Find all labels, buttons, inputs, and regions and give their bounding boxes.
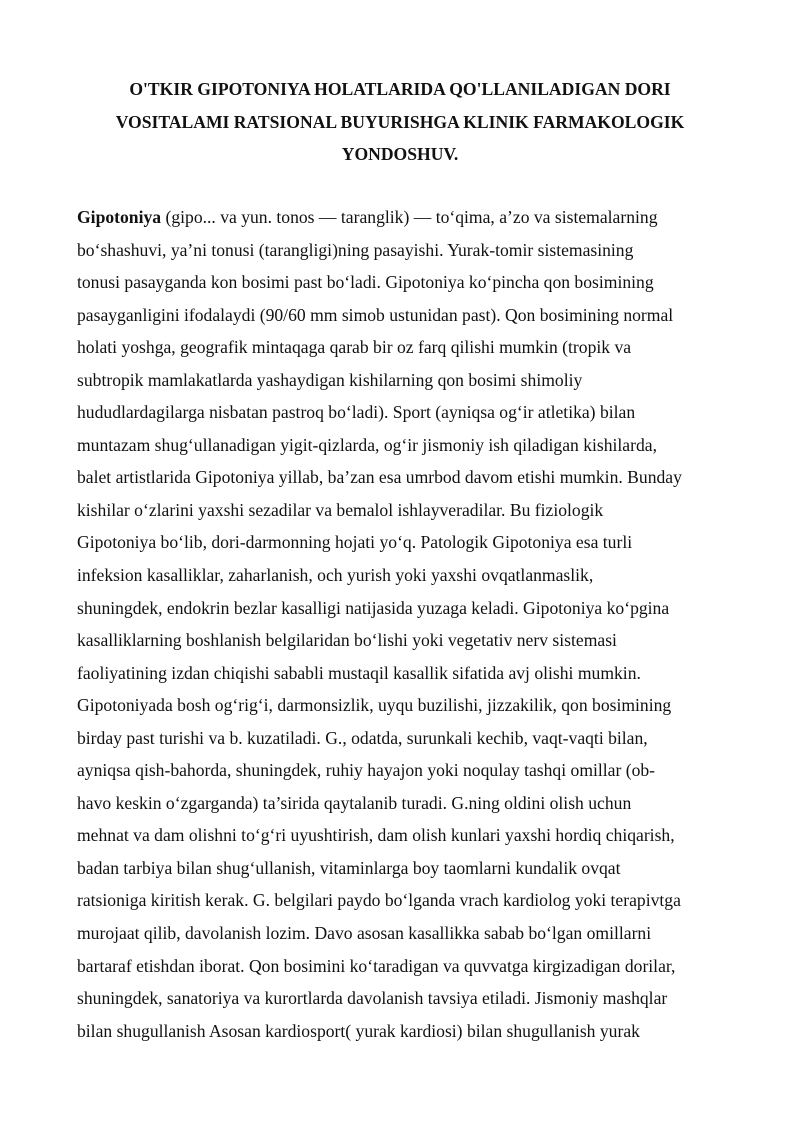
paragraph-line: birday past turishi va b. kuzatiladi. G., odatda, surunkali kechib, vaqt-vaqti bilan, (77, 727, 648, 748)
paragraph-line: tonusi pasayganda kon bosimi past bo‘ladi. Gipotoniya ko‘pincha qon bosimining (77, 272, 654, 293)
paragraph-line: mehnat va dam olishni to‘g‘ri uyushtirish, dam olish kunlari yaxshi hordiq chiqarish, (77, 825, 675, 846)
paragraph-line: murojaat qilib, davolanish lozim. Davo asosan kasallikka sabab bo‘lgan omillarni (77, 923, 652, 944)
paragraph-line: kishilar o‘zlarini yaxshi sezadilar va bemalol ishlayveradilar. Bu fiziologik (77, 499, 604, 520)
paragraph-line: muntazam shug‘ullanadigan yigit-qizlarda, og‘ir jismoniy ish qiladigan kishilarda, (77, 434, 657, 455)
lead-term: Gipotoniya (77, 207, 162, 227)
body-paragraph (77, 201, 727, 1047)
paragraph-line: holati yoshga, geografik mintaqaga qarab bir oz farq qilishi mumkin (tropik va (77, 337, 632, 358)
paragraph-line: kasalliklarning boshlanish belgilaridan bo‘lishi yoki vegetativ nerv sistemasi (77, 630, 617, 651)
paragraph-line: ayniqsa qish-bahorda, shuningdek, ruhiy hayajon yoki noqulay tashqi omillar (ob- (77, 760, 656, 781)
paragraph-line: bilan shugullanish Asosan kardiosport( yurak kardiosi) bilan shugullanish yurak (77, 1020, 640, 1041)
paragraph-line: pasayganligini ifodalaydi (90/60 mm simob ustunidan past). Qon bosimining normal (77, 304, 674, 325)
first-line-rest: (gipo... va yun. tonos — taranglik) — to‘qima, a’zo va sistemalarning (161, 207, 658, 227)
paragraph-line: hududlardagilarga nisbatan pastroq bo‘ladi). Sport (ayniqsa og‘ir atletika) bilan (77, 402, 636, 423)
paragraph-line: infeksion kasalliklar, zaharlanish, och yurish yoki yaxshi ovqatlanmaslik, (77, 565, 594, 586)
paragraph-line: shuningdek, endokrin bezlar kasalligi natijasida yuzaga keladi. Gipotoniya ko‘pgina (77, 597, 670, 618)
paragraph-line: balet artistlarida Gipotoniya yillab, ba’zan esa umrbod davom etishi mumkin. Bunday (77, 467, 682, 488)
paragraph-line: badan tarbiya bilan shug‘ullanish, vitaminlarga boy taomlarni kundalik ovqat (77, 857, 621, 878)
title-line-2: VOSITALAMI RATSIONAL BUYURISHGA KLINIK FARMAKOLOGIK (115, 111, 685, 132)
paragraph-line: subtropik mamlakatlarda yashaydigan kishilarning qon bosimi shimoliy (77, 369, 583, 390)
paragraph-line: ratsioniga kiritish kerak. G. belgilari paydo bo‘lganda vrach kardiolog yoki terapivtga (77, 890, 681, 911)
title-line-1: O'TKIR GIPOTONIYA HOLATLARIDA QO'LLANILADIGAN DORI (129, 79, 671, 99)
paragraph-line: faoliyatining izdan chiqishi sababli mustaqil kasallik sifatida avj olishi mumkin. (77, 662, 641, 683)
paragraph-line: havo keskin o‘zgarganda) ta’sirida qaytalanib turadi. G.ning oldini olish uchun (77, 792, 632, 813)
paragraph-line: shuningdek, sanatoriya va kurortlarda davolanish tavsiya etiladi. Jismoniy mashqlar (77, 988, 668, 1009)
document-title (80, 73, 720, 171)
paragraph-line (77, 201, 727, 234)
paragraph-line: Gipotoniyada bosh og‘rig‘i, darmonsizlik, uyqu buzilishi, jizzakilik, qon bosimining (77, 695, 672, 716)
paragraph-line: bo‘shashuvi, ya’ni tonusi (tarangligi)ning pasayishi. Yurak-tomir sistemasining (77, 239, 634, 260)
title-line-3: YONDOSHUV. (341, 144, 459, 164)
paragraph-line: Gipotoniya bo‘lib, dori-darmonning hojati yo‘q. Patologik Gipotoniya esa turli (77, 532, 633, 553)
paragraph-line: bartaraf etishdan iborat. Qon bosimini ko‘taradigan va quvvatga kirgizadigan dorilar, (77, 955, 676, 976)
